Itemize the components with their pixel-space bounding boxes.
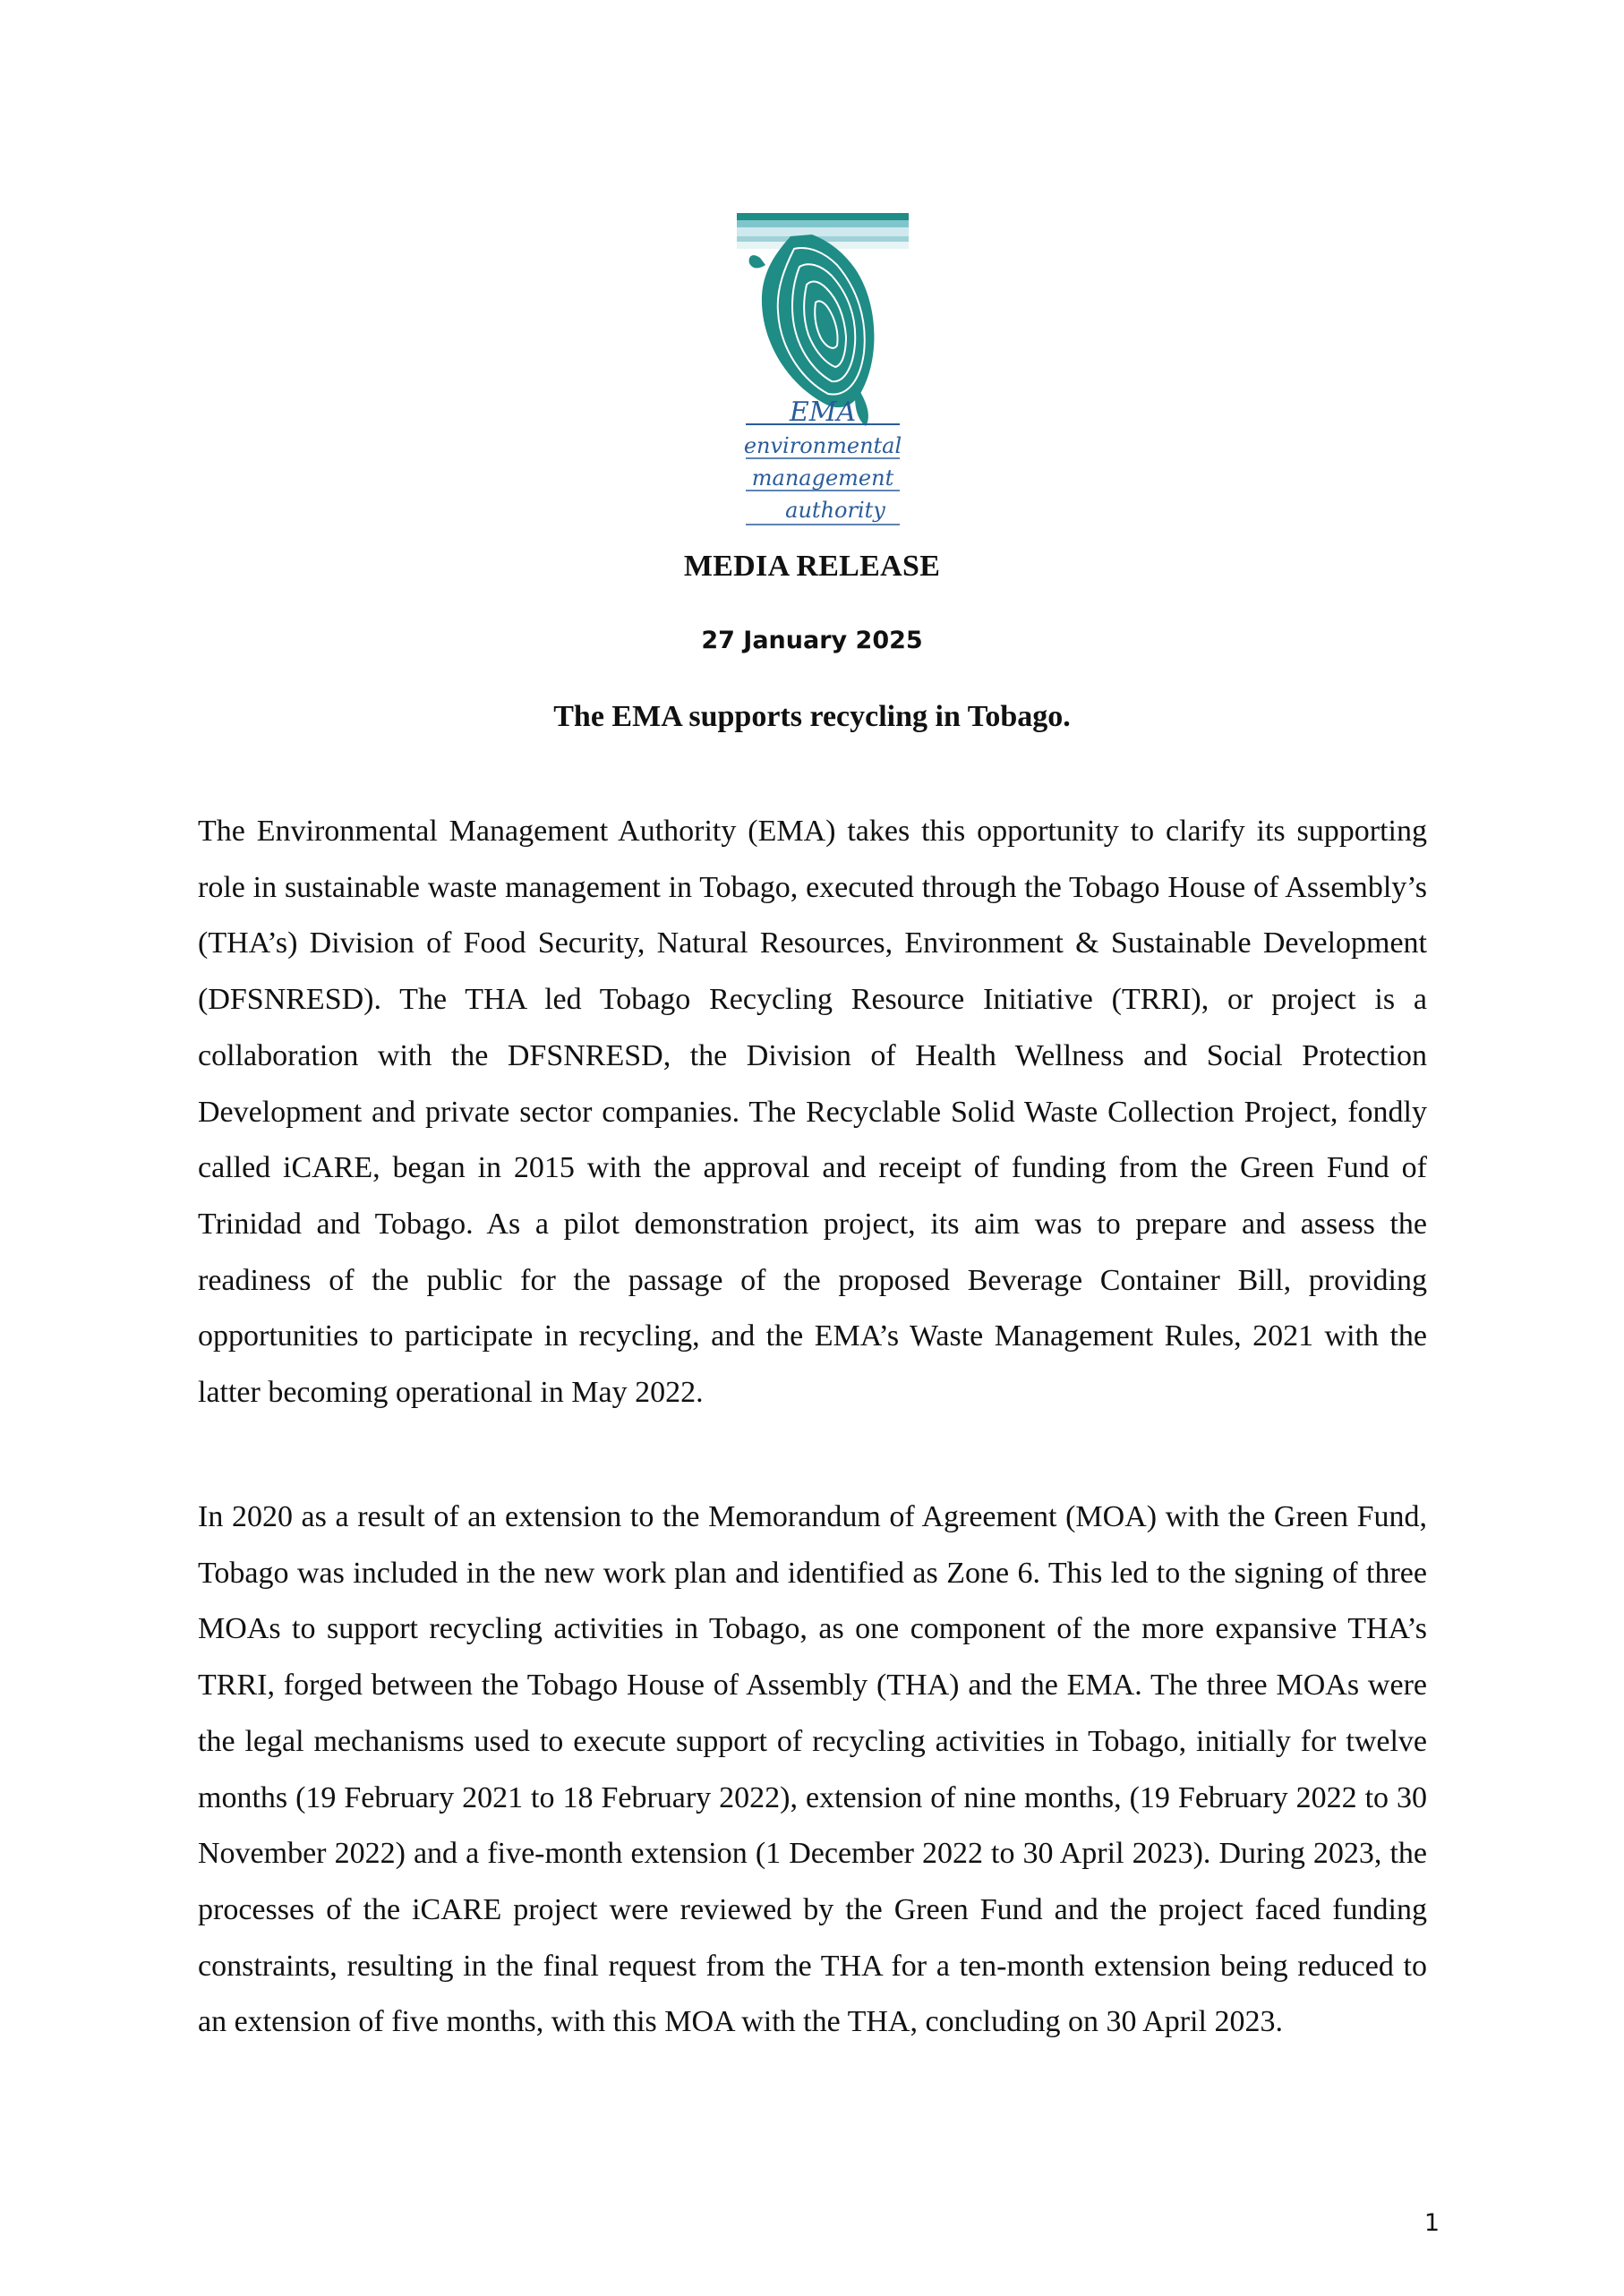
- body-paragraph-1: The Environmental Management Authority (EMA) takes this opportunity to clarify its supporting role in sustainable waste management in Tobago, executed through the Tobago House of Assembly’s (THA’s) Division of Food Security, Natural Resources, Environment & Sustainable Development (DFSNRESD). The THA led Tobago Recycling Resource Initiative (TRRI), or project is a collaboration with the DFSNRESD, the Division of Health Wellness and Social Protection Development and private sector companies. The Recyclable Solid Waste Collection Project, fondly called iCARE, began in 2015 with the approval and receipt of funding from the Green Fund of Trinidad and Tobago. As a pilot demonstration project, its aim was to prepare and assess the readiness of the public for the passage of the proposed Beverage Container Bill, providing opportunities to participate in recycling, and the EMA’s Waste Management Rules, 2021 with the latter becoming operational in May 2022.: [198, 815, 1427, 1410]
- logo-ema-text: EMA: [789, 397, 857, 428]
- logo-environmental-text: environmental: [743, 433, 902, 458]
- release-date: 27 January 2025: [701, 627, 923, 654]
- logo-management-text: management: [751, 465, 894, 491]
- page-number: 1: [1423, 2209, 1440, 2237]
- logo-authority-text: authority: [785, 498, 885, 523]
- release-title: The EMA supports recycling in Tobago.: [553, 700, 1071, 733]
- ema-logo: [737, 213, 909, 533]
- media-release-heading: MEDIA RELEASE: [683, 550, 941, 583]
- body-paragraph-2: In 2020 as a result of an extension to the Memorandum of Agreement (MOA) with the Green Fund, Tobago was included in the new work plan and identified as Zone 6. This led to the signing of three MOAs to support recycling activities in Tobago, as one component of the more expansive THA’s TRRI, forged between the Tobago House of Assembly (THA) and the EMA. The three MOAs were the legal mechanisms used to execute support of recycling activities in Tobago, initially for twelve months (19 February 2021 to 18 February 2022), extension of nine months, (19 February 2022 to 30 November 2022) and a five-month extension (1 December 2022 to 30 April 2023). During 2023, the processes of the iCARE project were reviewed by the Green Fund and the project faced funding constraints, resulting in the final request from the THA for a ten-month extension being reduced to an extension of five months, with this MOA with the THA, concluding on 30 April 2023.: [198, 1500, 1427, 2039]
